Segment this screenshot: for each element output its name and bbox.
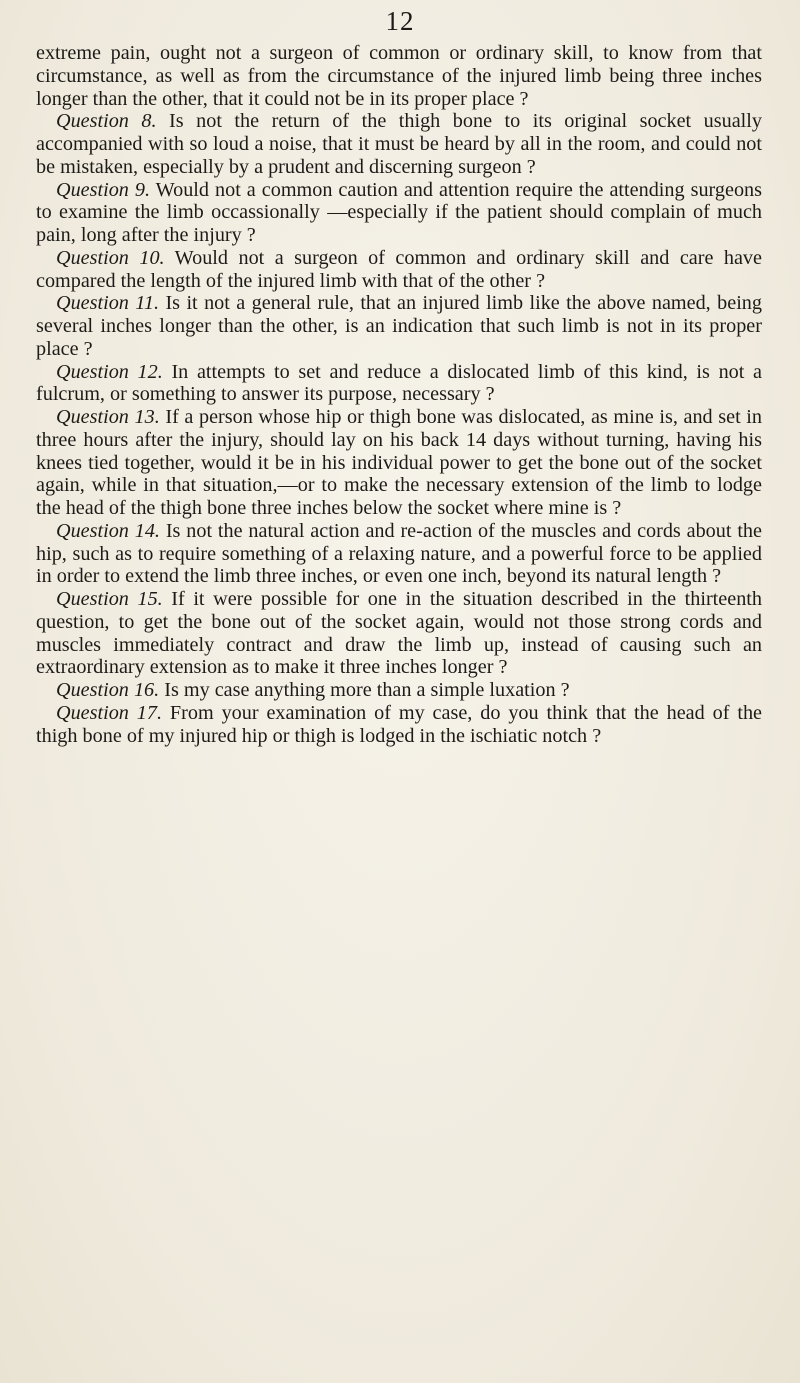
page-number: 12 <box>385 6 415 36</box>
question-text: Is my case anything more than a simple luxation ? <box>159 679 570 701</box>
question-label: Question 11. <box>56 292 160 315</box>
question-13 <box>36 406 762 520</box>
question-text: Is it not a general rule, that an injured limb like the above named, being several inches longer than the other, is an indication that such limb is not in its proper place ? <box>36 292 762 360</box>
question-label: Question 9. <box>56 178 151 201</box>
question-text: From your examination of my case, do you think that the head of the thigh bone of my injured hip or thigh is lodged in the ischiatic notch ? <box>36 701 762 747</box>
question-12 <box>36 361 762 407</box>
question-8 <box>36 110 762 178</box>
question-10 <box>36 247 762 293</box>
question-text: If a person whose hip or thigh bone was dislocated, as mine is, and set in three hours after the injury, should lay on his back 14 days without turning, having his knees tied together, would it be in his individual power to get the bone out of the socket again, while in that situation,—or to make the necessary extension of the limb to lodge the head of the thigh bone three inches below the socket where mine is ? <box>36 406 762 519</box>
question-text: Is not the natural action and re-action of the muscles and cords about the hip, such as to require something of a relaxing nature, and a powerful force to be applied in order to extend the limb three inches, or even one inch, beyond its natural length ? <box>36 519 762 588</box>
question-label: Question 16. <box>56 679 160 701</box>
question-14 <box>36 520 762 588</box>
question-label: Question 17. <box>56 701 163 724</box>
question-15 <box>36 588 762 679</box>
question-11 <box>36 292 762 360</box>
question-label: Question 12. <box>56 360 163 383</box>
question-label: Question 14. <box>56 519 160 542</box>
question-text: In attempts to set and reduce a dislocated limb of this kind, is not a fulcrum, or something to answer its purpose, necessary ? <box>36 360 762 406</box>
question-label: Question 15. <box>56 588 163 610</box>
question-9 <box>36 179 762 247</box>
paragraph-text: extreme pain, ought not a surgeon of common or ordinary skill, to know from that circumstance, as well as from the circumstance of the injured limb being three inches longer than the other, that it could not be in its proper place ? <box>36 42 762 110</box>
question-label: Question 8. <box>56 110 157 133</box>
question-17 <box>36 702 762 748</box>
paragraph-continuation <box>36 42 762 110</box>
question-label: Question 10. <box>56 246 165 269</box>
body-text <box>36 42 762 747</box>
question-text: Is not the return of the thigh bone to its original socket usually accompanied with so loud a noise, that it must be heard by all in the room, and could not be mistaken, especially by a prudent and discerning surgeon ? <box>36 110 762 178</box>
question-text: Would not a surgeon of common and ordinary skill and care have compared the length of the injured limb with that of the other ? <box>36 246 762 292</box>
question-16 <box>36 679 762 702</box>
question-text: Would not a common caution and attention require the attending surgeons to examine the limb occassionally —especially if the patient should complain of much pain, long after the injury ? <box>36 178 762 246</box>
question-label: Question 13. <box>56 406 160 428</box>
question-text: If it were possible for one in the situation described in the thirteenth question, to get the bone out of the socket again, would not those strong cords and muscles immediately contract and draw the limb up, instead of causing such an extraordinary extension as to make it three inches longer ? <box>36 588 762 679</box>
